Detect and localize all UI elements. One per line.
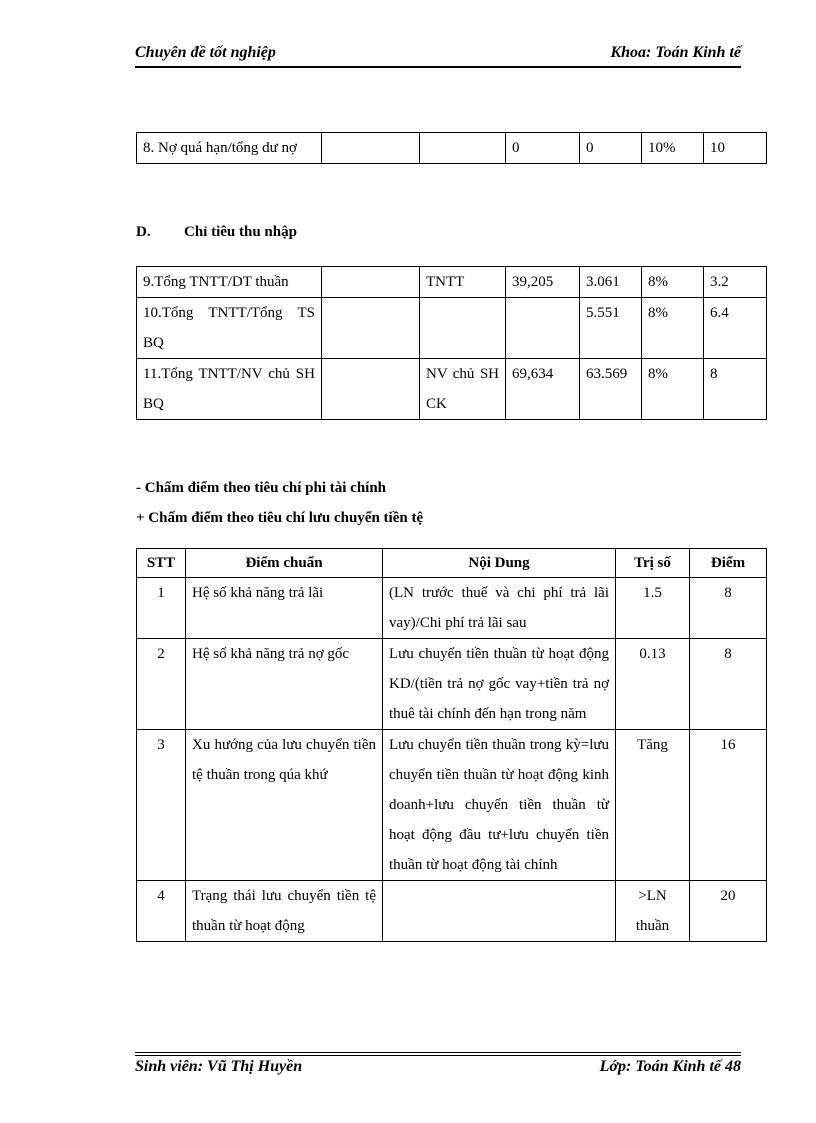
row-value: 1.5: [616, 578, 690, 639]
indicator-label: 10.Tổng TNTT/Tổng TS BQ: [137, 298, 322, 359]
footer-divider: [135, 1052, 741, 1053]
row-value: >LN thuần: [616, 881, 690, 942]
row-benchmark: Hệ số khả năng trả nợ gốc: [186, 639, 383, 730]
table-cell: [322, 133, 420, 164]
table-cell: 6.4: [704, 298, 767, 359]
column-header-benchmark: Điểm chuẩn: [186, 549, 383, 578]
table-cell: 8%: [642, 267, 704, 298]
page-header: [135, 44, 741, 66]
indicator-label: 8. Nợ quá hạn/tổng dư nợ: [137, 133, 322, 164]
table-cell: 10: [704, 133, 767, 164]
row-stt: 4: [137, 881, 186, 942]
row-value: Tăng: [616, 730, 690, 881]
table-cell: [322, 298, 420, 359]
row-stt: 2: [137, 639, 186, 730]
table-cell: 8%: [642, 359, 704, 420]
row-score: 8: [690, 578, 767, 639]
table-header-row: [137, 549, 767, 578]
section-title: Chỉ tiêu thu nhập: [184, 224, 297, 240]
column-header-content: Nội Dung: [383, 549, 616, 578]
row-content: [383, 881, 616, 942]
table-cell: 8%: [642, 298, 704, 359]
section-label: D.: [136, 224, 151, 240]
table-cell: TNTT: [420, 267, 506, 298]
table-income-indicators: [136, 266, 767, 420]
row-score: 16: [690, 730, 767, 881]
table-cell: [322, 359, 420, 420]
row-score: 8: [690, 639, 767, 730]
table-overdue-debt: [136, 132, 767, 164]
table-cash-flow-scoring: [136, 548, 767, 942]
footer-class: Lớp: Toán Kinh tế 48: [599, 1058, 741, 1075]
table-cell: 0: [580, 133, 642, 164]
table-cell: 0: [506, 133, 580, 164]
indicator-label: 9.Tổng TNTT/DT thuần: [137, 267, 322, 298]
table-cell: [322, 267, 420, 298]
table-cell: 10%: [642, 133, 704, 164]
row-value: 0.13: [616, 639, 690, 730]
page-footer: [135, 1058, 741, 1080]
row-content: (LN trước thuế và chi phí trả lãi vay)/Chi phí trả lãi sau: [383, 578, 616, 639]
table-row: [137, 359, 767, 420]
table-cell: NV chủ SH CK: [420, 359, 506, 420]
indicator-label: 11.Tổng TNTT/NV chủ SH BQ: [137, 359, 322, 420]
criteria-non-financial-heading: - Chấm điểm theo tiêu chí phi tài chính: [136, 480, 387, 496]
table-cell: [420, 133, 506, 164]
table-row: [137, 578, 767, 639]
header-department: Khoa: Toán Kinh tế: [610, 44, 741, 61]
table-cell: 8: [704, 359, 767, 420]
table-row: [137, 133, 767, 164]
header-divider: [135, 66, 741, 68]
row-benchmark: Hệ số khả năng trả lãi: [186, 578, 383, 639]
column-header-stt: STT: [137, 549, 186, 578]
table-cell: [420, 298, 506, 359]
header-title: Chuyên đề tốt nghiệp: [135, 44, 276, 61]
row-benchmark: Xu hướng của lưu chuyển tiền tệ thuần trong qúa khứ: [186, 730, 383, 881]
table-row: [137, 639, 767, 730]
footer-student: Sinh viên: Vũ Thị Huyền: [135, 1058, 303, 1075]
footer-divider: [135, 1055, 741, 1056]
table-row: [137, 730, 767, 881]
table-cell: [506, 298, 580, 359]
table-row: [137, 267, 767, 298]
table-cell: 39,205: [506, 267, 580, 298]
row-stt: 1: [137, 578, 186, 639]
row-benchmark: Trạng thái lưu chuyển tiền tệ thuần từ hoạt động: [186, 881, 383, 942]
row-stt: 3: [137, 730, 186, 881]
table-row: [137, 298, 767, 359]
row-content: Lưu chuyển tiền thuần từ hoạt động KD/(tiền trả nợ gốc vay+tiền trả nợ thuê tài chính đến hạn trong năm: [383, 639, 616, 730]
column-header-value: Trị số: [616, 549, 690, 578]
table-cell: 69,634: [506, 359, 580, 420]
table-cell: 3.061: [580, 267, 642, 298]
row-content: Lưu chuyển tiền thuần trong kỳ=lưu chuyển tiền thuần từ hoạt động kinh doanh+lưu chuyển tiền thuần từ hoạt động đầu tư+lưu chuyển tiền thuần từ hoạt động tài chính: [383, 730, 616, 881]
criteria-cash-flow-heading: + Chấm điểm theo tiêu chí lưu chuyển tiền tệ: [136, 510, 424, 526]
row-score: 20: [690, 881, 767, 942]
column-header-score: Điểm: [690, 549, 767, 578]
table-cell: 5.551: [580, 298, 642, 359]
table-cell: 3.2: [704, 267, 767, 298]
table-cell: 63.569: [580, 359, 642, 420]
table-row: [137, 881, 767, 942]
